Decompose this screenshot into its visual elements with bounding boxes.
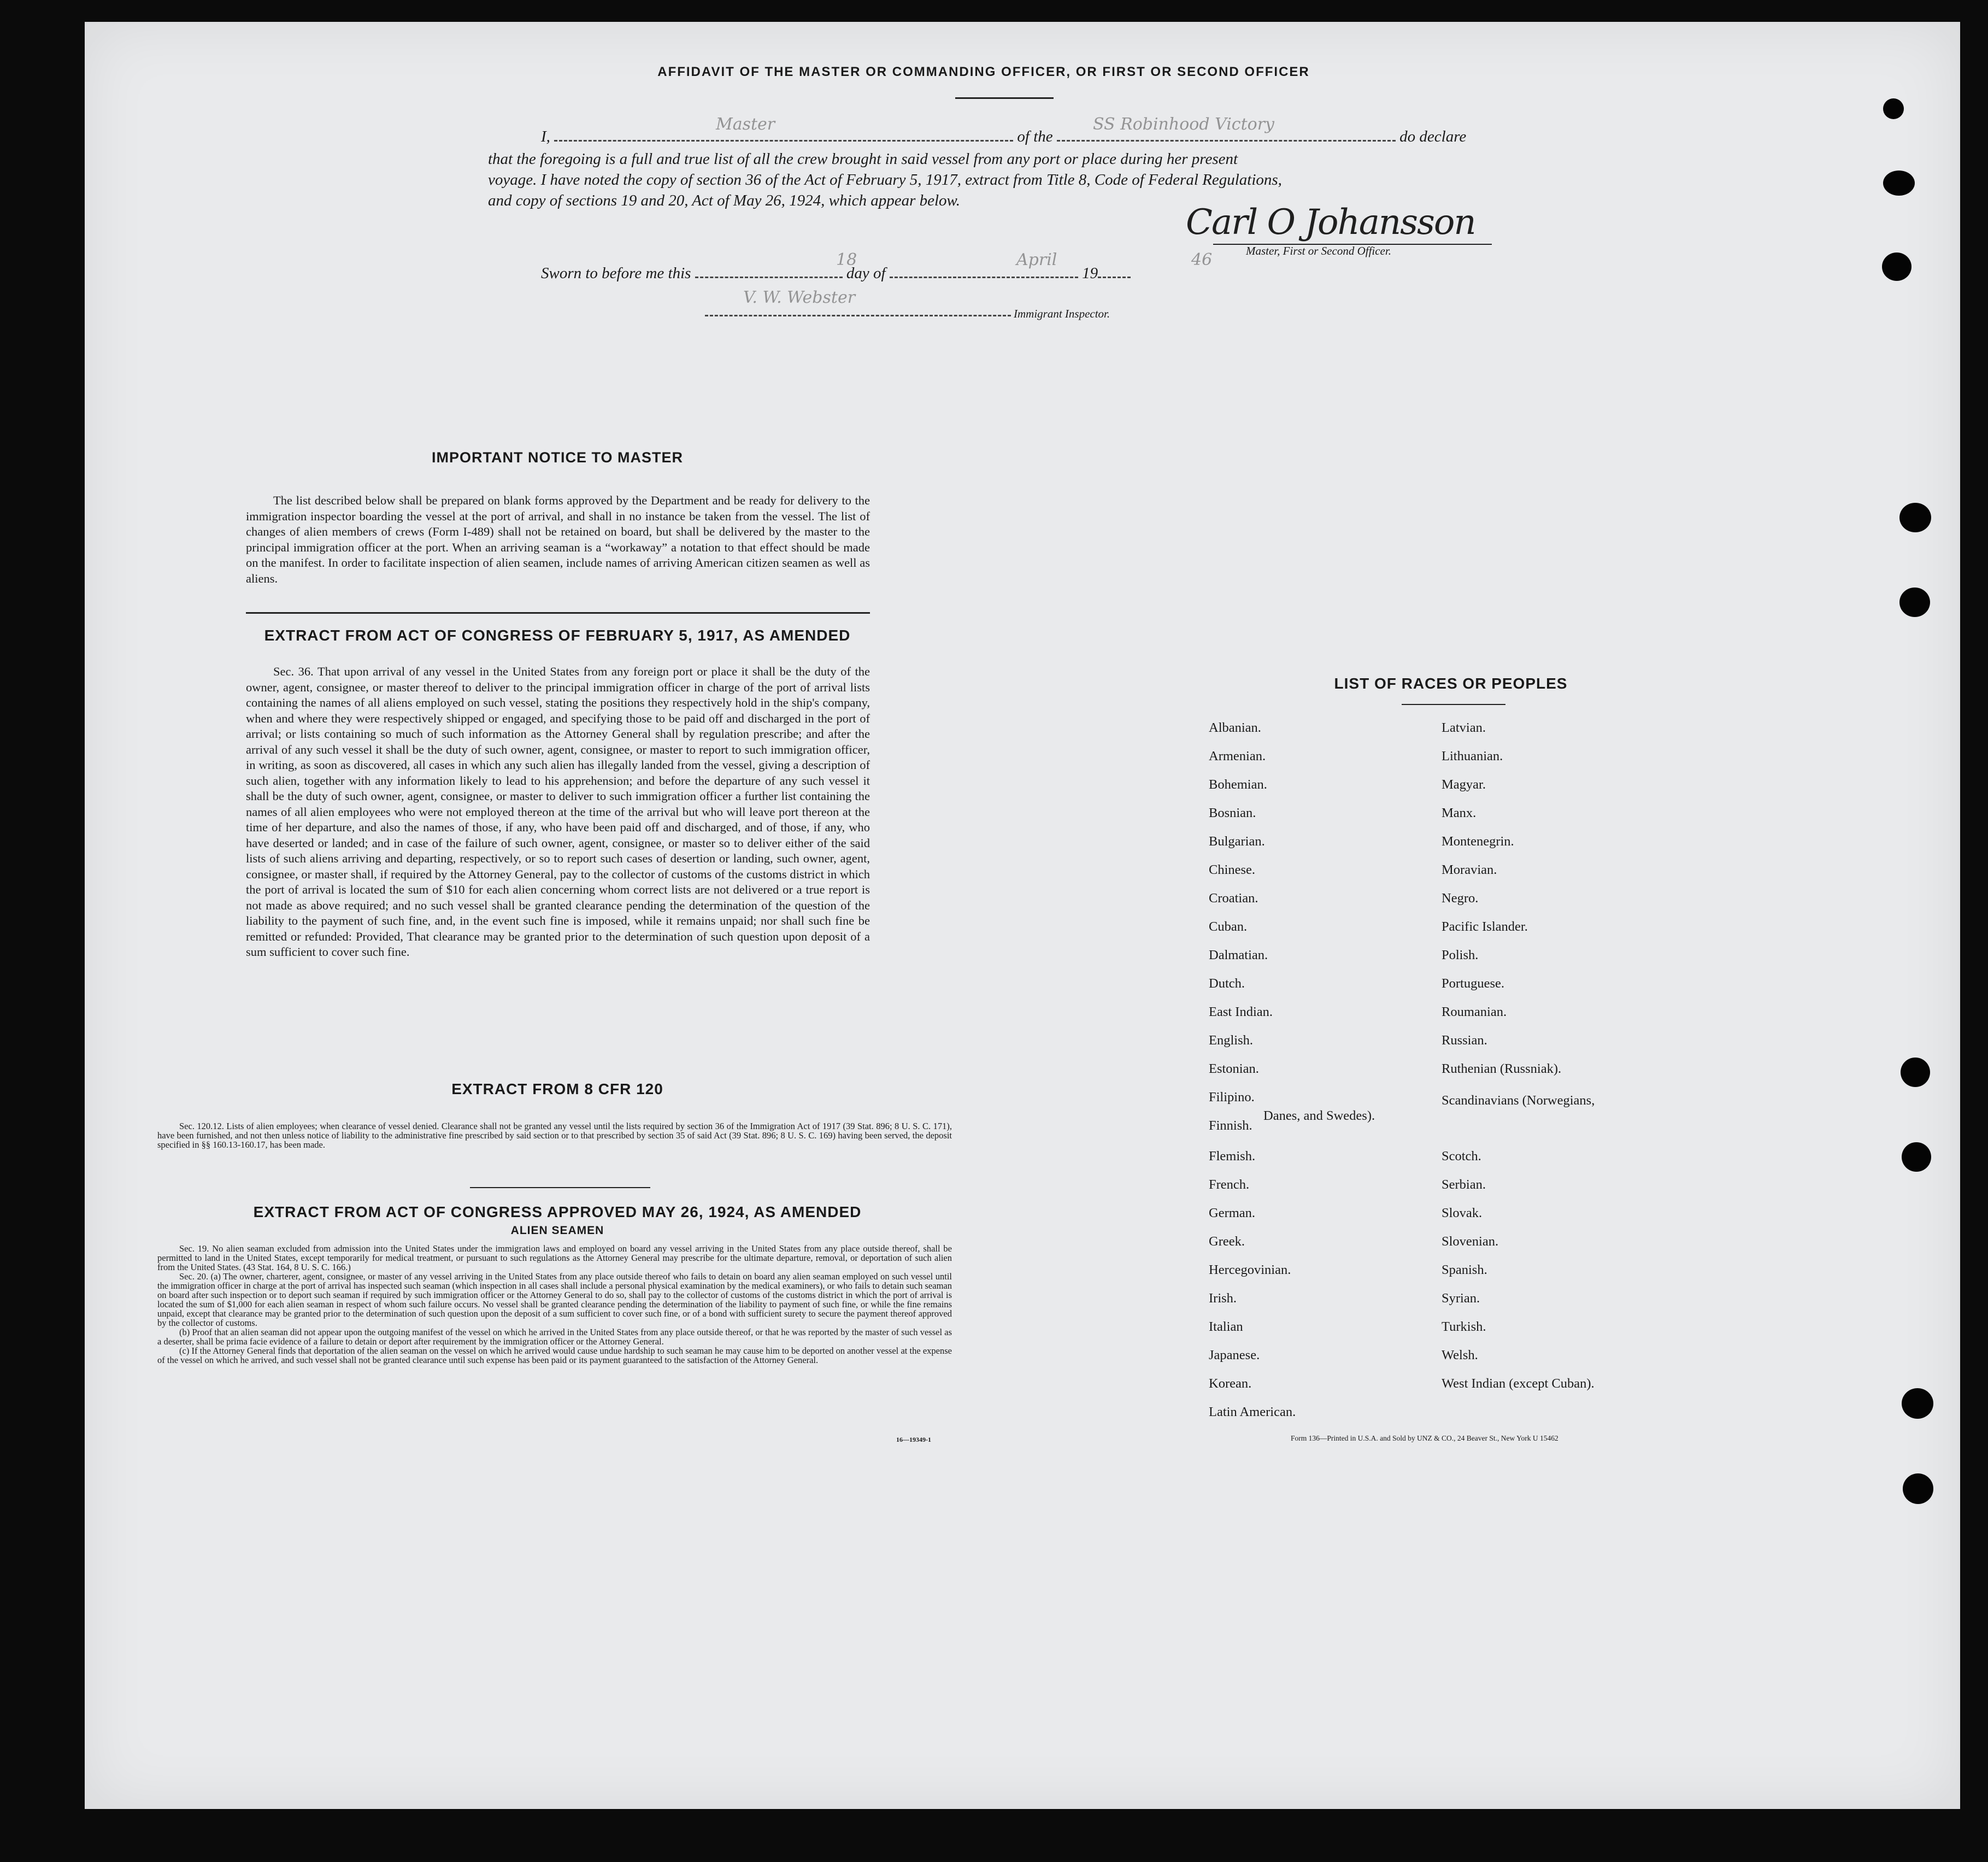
sworn-year-prefix: 19 [1082,265,1098,282]
race-item: English. [1209,1033,1253,1048]
day-blank [695,262,843,278]
section-20b-paragraph: (b) Proof that an alien seaman did not appear upon the outgoing manifest of the vessel on which he arrived in the United States from any place outside thereof, or that he was reported by the master of such vessel as a deserter, shall be prima facie evidence of a failure to detain or deport after requirement by the immigration officer or the Attorney General. [157,1327,952,1347]
race-item: Russian. [1442,1033,1487,1048]
race-item: Slovenian. [1442,1234,1499,1249]
race-item: Turkish. [1442,1319,1486,1334]
race-item: Slovak. [1442,1206,1483,1220]
race-item: East Indian. [1209,1005,1273,1019]
race-item: Spanish. [1442,1262,1487,1277]
race-item: Latvian. [1442,720,1486,735]
handwritten-rank: Master [716,115,775,134]
cfr-divider [470,1187,650,1188]
extract-1924-text [157,1244,952,1365]
race-item: Armenian. [1209,749,1266,763]
race-item: Syrian. [1442,1291,1480,1306]
race-item: Montenegrin. [1442,834,1514,849]
race-item: Scotch. [1442,1149,1481,1164]
race-item: Greek. [1209,1234,1245,1249]
section-36-paragraph: Sec. 36. That upon arrival of any vessel in the United States from any foreign port or place it shall be the duty of the owner, agent, consignee, or master thereof to deliver to the principal immigration officer in charge of the port of arrival lists containing the names of all aliens employed on such vessel, stating the positions they respectively hold in the ship's company, when and where they were respectively shipped or engaged, and specifying those to be paid off and discharged in the port of arrival; or lists containing so much of such information as the Attorney General shall by regulation prescribe; and after the arrival of any such vessel it shall be the duty of such owner, agent, consignee, or master to report to such immigration officer, in writing, as soon as discovered, all cases in which any such alien has illegally landed from the vessel, giving a description of such alien, together with any information likely to lead to his apprehension; and before the departure of any such vessel it shall be the duty of such owner, agent, consignee, or master to deliver to such immigration officer a further list containing the names of all alien employees who were not employed thereon at the time of the arrival but who will leave port thereon at the time of her departure, and also the names of those, if any, who have been paid off and discharged, and of those, if any, who have deserted or landed; and in case of the failure of such owner, agent, consignee, or master so to deliver either of the said lists of such aliens arriving and departing, respectively, or so to report such cases of desertion or landing, such owner, agent, consignee, or master shall, if required by the Attorney General, pay to the collector of customs of the customs district in which the port of arrival is located the sum of $10 for each alien concerning whom correct lists are not delivered or a true report is not made as above required; and no such vessel shall be granted clearance pending the determination of the question of the liability to the payment of such fine, and, in the event such fine is imposed, while it remains unpaid; nor shall such fine be remitted or refunded: Provided, That clearance may be granted prior to the determination of such question upon deposit of a sum sufficient to cover such fine. [246,665,870,959]
handwritten-year: 46 [1191,250,1213,269]
affidavit-title: AFFIDAVIT OF THE MASTER OR COMMANDING OFFICER, OR FIRST OR SECOND OFFICER [657,64,1310,79]
form-footer: Form 136—Printed in U.S.A. and Sold by UNZ & CO., 24 Beaver St., New York U 15462 [1291,1434,1558,1442]
affidavit-line-1 [541,126,1466,146]
race-item: Manx. [1442,806,1477,820]
race-item: Serbian. [1442,1177,1486,1192]
race-item: Estonian. [1209,1061,1259,1076]
race-item: Negro. [1442,891,1479,906]
affidavit-declare: do declare [1399,128,1467,145]
affidavit-line-4: and copy of sections 19 and 20, Act of May 26, 1924, which appear below. [488,192,960,209]
year-blank [1098,262,1131,278]
race-item: Cuban. [1209,919,1248,934]
handwritten-inspector: V. W. Webster [743,288,856,307]
extract-1924-title: EXTRACT FROM ACT OF CONGRESS APPROVED MAY 26, 1924, AS AMENDED [253,1203,862,1220]
race-item: Bohemian. [1209,777,1267,792]
signature-caption: Master, First or Second Officer. [1246,244,1391,257]
punch-hole [1883,98,1904,119]
affidavit-line-3: voyage. I have noted the copy of section 36 of the Act of February 5, 1917, extract from Title 8, Code of Federal Regulations, [488,171,1282,189]
notice-divider [246,612,870,614]
punch-hole [1902,1388,1933,1419]
affidavit-line-2: that the foregoing is a full and true list of all the crew brought in said vessel from any port or place during her present [488,150,1238,168]
sworn-day-label: day of [846,265,886,282]
handwritten-vessel: SS Robinhood Victory [1093,115,1275,134]
race-item: Finnish. [1209,1118,1252,1133]
race-item: Portuguese. [1442,976,1504,991]
race-item: Chinese. [1209,862,1256,877]
handwritten-day: 18 [836,250,857,269]
race-item: French. [1209,1177,1250,1192]
race-item: Moravian. [1442,862,1497,877]
race-item: Italian [1209,1319,1243,1334]
race-item: Pacific Islander. [1442,919,1528,934]
race-item: Welsh. [1442,1348,1478,1362]
extract-1917-title: EXTRACT FROM ACT OF CONGRESS OF FEBRUARY 5, 1917, AS AMENDED [264,627,851,644]
section-20c-paragraph: (c) If the Attorney General finds that deportation of the alien seaman on the vessel on which he arrived would cause undue hardship to such seaman he may cause him to be deported on another vessel at the expense of the vessel on which he arrived, and such vessel shall not be granted clearance until such expense has been paid or its payment guaranteed to the satisfaction of the Attorney General. [157,1346,952,1365]
race-item: Roumanian. [1442,1005,1507,1019]
race-item: Latin American. [1209,1405,1296,1419]
inspector-caption: Immigrant Inspector. [1014,307,1110,320]
punch-hole [1883,171,1915,196]
race-item: Bulgarian. [1209,834,1265,849]
handwritten-month: April [1016,250,1057,269]
punch-hole [1899,588,1930,617]
extract-1917-text [246,664,870,960]
race-item: Magyar. [1442,777,1486,792]
punch-hole [1903,1473,1933,1504]
race-item: Albanian. [1209,720,1261,735]
punch-hole [1902,1142,1931,1172]
title-divider [955,97,1054,99]
affidavit-of-the: of the [1017,128,1053,145]
rank-blank [554,126,1013,142]
race-item: German. [1209,1206,1256,1220]
affidavit-i: I, [541,128,550,145]
race-item: Polish. [1442,948,1479,962]
race-item: Filipino. [1209,1090,1255,1105]
punch-hole [1899,503,1931,532]
notice-text [246,493,870,586]
punch-hole [1882,252,1911,281]
cfr-paragraph: Sec. 120.12. Lists of alien employees; when clearance of vessel denied. Clearance shall not be granted any vessel until the lists required by section 36 of the Immigration Act of 1917 (39 Stat. 896; 8 U. S. C. 171), have been furnished, and not then unless notice of liability to the administrative fine prescribed by said section or to that prescribed by section 35 of said Act (39 Stat. 896; 8 U. S. C. 169) having been served, the deposit specified in §§ 160.13-160.17, has been made. [157,1121,952,1150]
race-item: Danes, and Swedes). [1263,1108,1375,1123]
race-item: West Indian (except Cuban). [1442,1376,1595,1391]
races-title: LIST OF RACES OR PEOPLES [1334,675,1568,692]
race-item: Korean. [1209,1376,1252,1391]
cfr-text [157,1121,952,1149]
alien-seamen-subtitle: ALIEN SEAMEN [510,1224,604,1237]
race-item: Lithuanian. [1442,749,1503,763]
cfr-title: EXTRACT FROM 8 CFR 120 [451,1080,663,1097]
form-code: 16—19349-1 [896,1436,931,1443]
race-item: Japanese. [1209,1348,1260,1362]
punch-hole [1901,1058,1930,1087]
notice-title: IMPORTANT NOTICE TO MASTER [432,449,683,466]
master-signature: Carl O Johansson [1186,202,1475,243]
section-20a-paragraph: Sec. 20. (a) The owner, charterer, agent, consignee, or master of any vessel arriving in the United States from any place outside thereof who fails to detain on board any alien seaman employed on such vessel until the immigration officer in charge at the port of arrival has inspected such seaman (which inspection in all cases shall include a personal physical examination by the medical examiners), or who fails to detain such seaman on board after such inspection or to deport such seaman if required by such immigration officer or the Attorney General to do so, shall pay to the collector of customs of the customs district in which the port of arrival is located the sum of $1,000 for each alien seaman in respect of whom such failure occurs. No vessel shall be granted clearance pending the determination of the liability to payment of such fine, or while the fine remains unpaid, except that clearance may be granted prior to the determination of such question upon the deposit of a sum sufficient to cover such fine, or of a bond with sufficient surety to secure the payment thereof approved by the collector of customs. [157,1271,952,1328]
race-item: Hercegovinian. [1209,1262,1291,1277]
race-item: Dutch. [1209,976,1245,991]
race-item: Dalmatian. [1209,948,1268,962]
race-item: Irish. [1209,1291,1237,1306]
race-item: Bosnian. [1209,806,1256,820]
races-divider [1402,704,1505,705]
section-19-paragraph: Sec. 19. No alien seaman excluded from admission into the United States under the immigration laws and employed on board any vessel arriving in the United States from any place outside thereof, shall be permitted to land in the United States, except temporarily for medical treatment, or pursuant to such regulations as the Attorney General may prescribe for the ultimate departure, removal, or deportation of such alien from the United States. (43 Stat. 164, 8 U. S. C. 166.) [157,1243,952,1272]
race-item: Ruthenian (Russniak). [1442,1061,1562,1076]
race-item: Croatian. [1209,891,1258,906]
sworn-text: Sworn to before me this [541,265,691,282]
race-item: Scandinavians (Norwegians, [1442,1093,1595,1108]
notice-paragraph: The list described below shall be prepared on blank forms approved by the Department and be ready for delivery to the immigration inspector boarding the vessel at the port of arrival, and shall in no instance be taken from the vessel. The list of changes of alien members of crews (Form I-489) shall not be retained on board, but shall be delivered by the master to the principal immigration officer at the port. When an arriving seaman is a “workaway” a notation to that effect should be made on the manifest. In order to facilitate inspection of alien seamen, include names of arriving American citizen seamen as well as aliens. [246,494,870,585]
race-item: Flemish. [1209,1149,1256,1164]
